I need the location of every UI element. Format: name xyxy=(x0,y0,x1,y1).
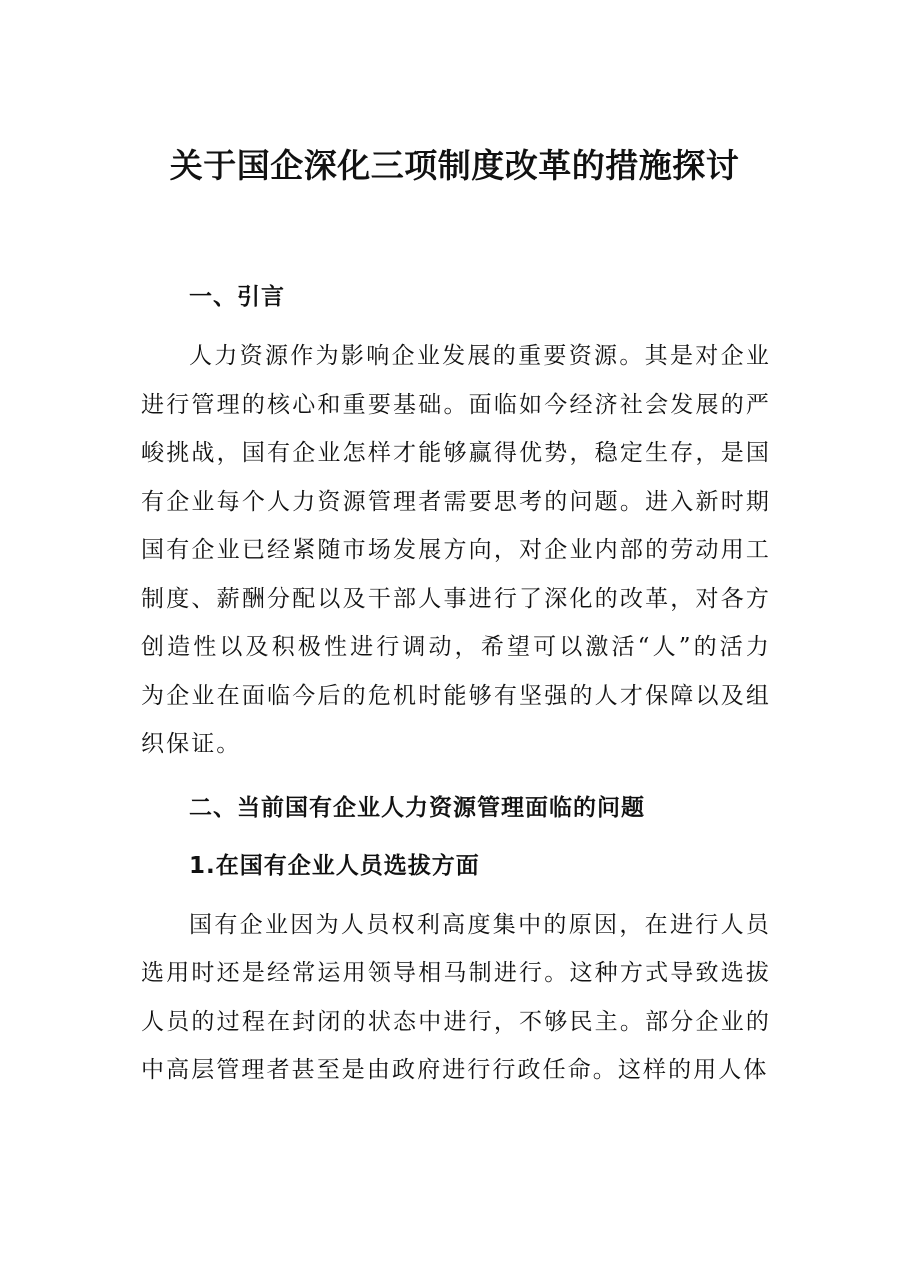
introduction-paragraph: 人力资源作为影响企业发展的重要资源。其是对企业进行管理的核心和重要基础。面临如今经济社会发展的严峻挑战，国有企业怎样才能够赢得优势，稳定生存，是国有企业每个人力资源管理者需要思考的问题。进入新时期国有企业已经紧随市场发展方向，对企业内部的劳动用工制度、薪酬分配以及干部人事进行了深化的改革，对各方创造性以及积极性进行调动，希望可以激活“人”的活力为企业在面临今后的危机时能够有坚强的人才保障以及组织保证。 xyxy=(141,343,771,757)
selection-paragraph: 国有企业因为人员权利高度集中的原因，在进行人员选用时还是经常运用领导相马制进行。这种方式导致选拔人员的过程在封闭的状态中进行，不够民主。部分企业的中高层管理者甚至是由政府进行行政任命。这样的用人体 xyxy=(141,911,771,1083)
subsection-heading-selection: 1.在国有企业人员选拔方面 xyxy=(189,852,480,879)
document-body xyxy=(141,278,771,1095)
section-heading-introduction: 一、引言 xyxy=(189,284,285,310)
section-heading-problems: 二、当前国有企业人力资源管理面临的问题 xyxy=(189,794,645,821)
document-title: 关于国企深化三项制度改革的措施探讨 xyxy=(169,146,740,185)
